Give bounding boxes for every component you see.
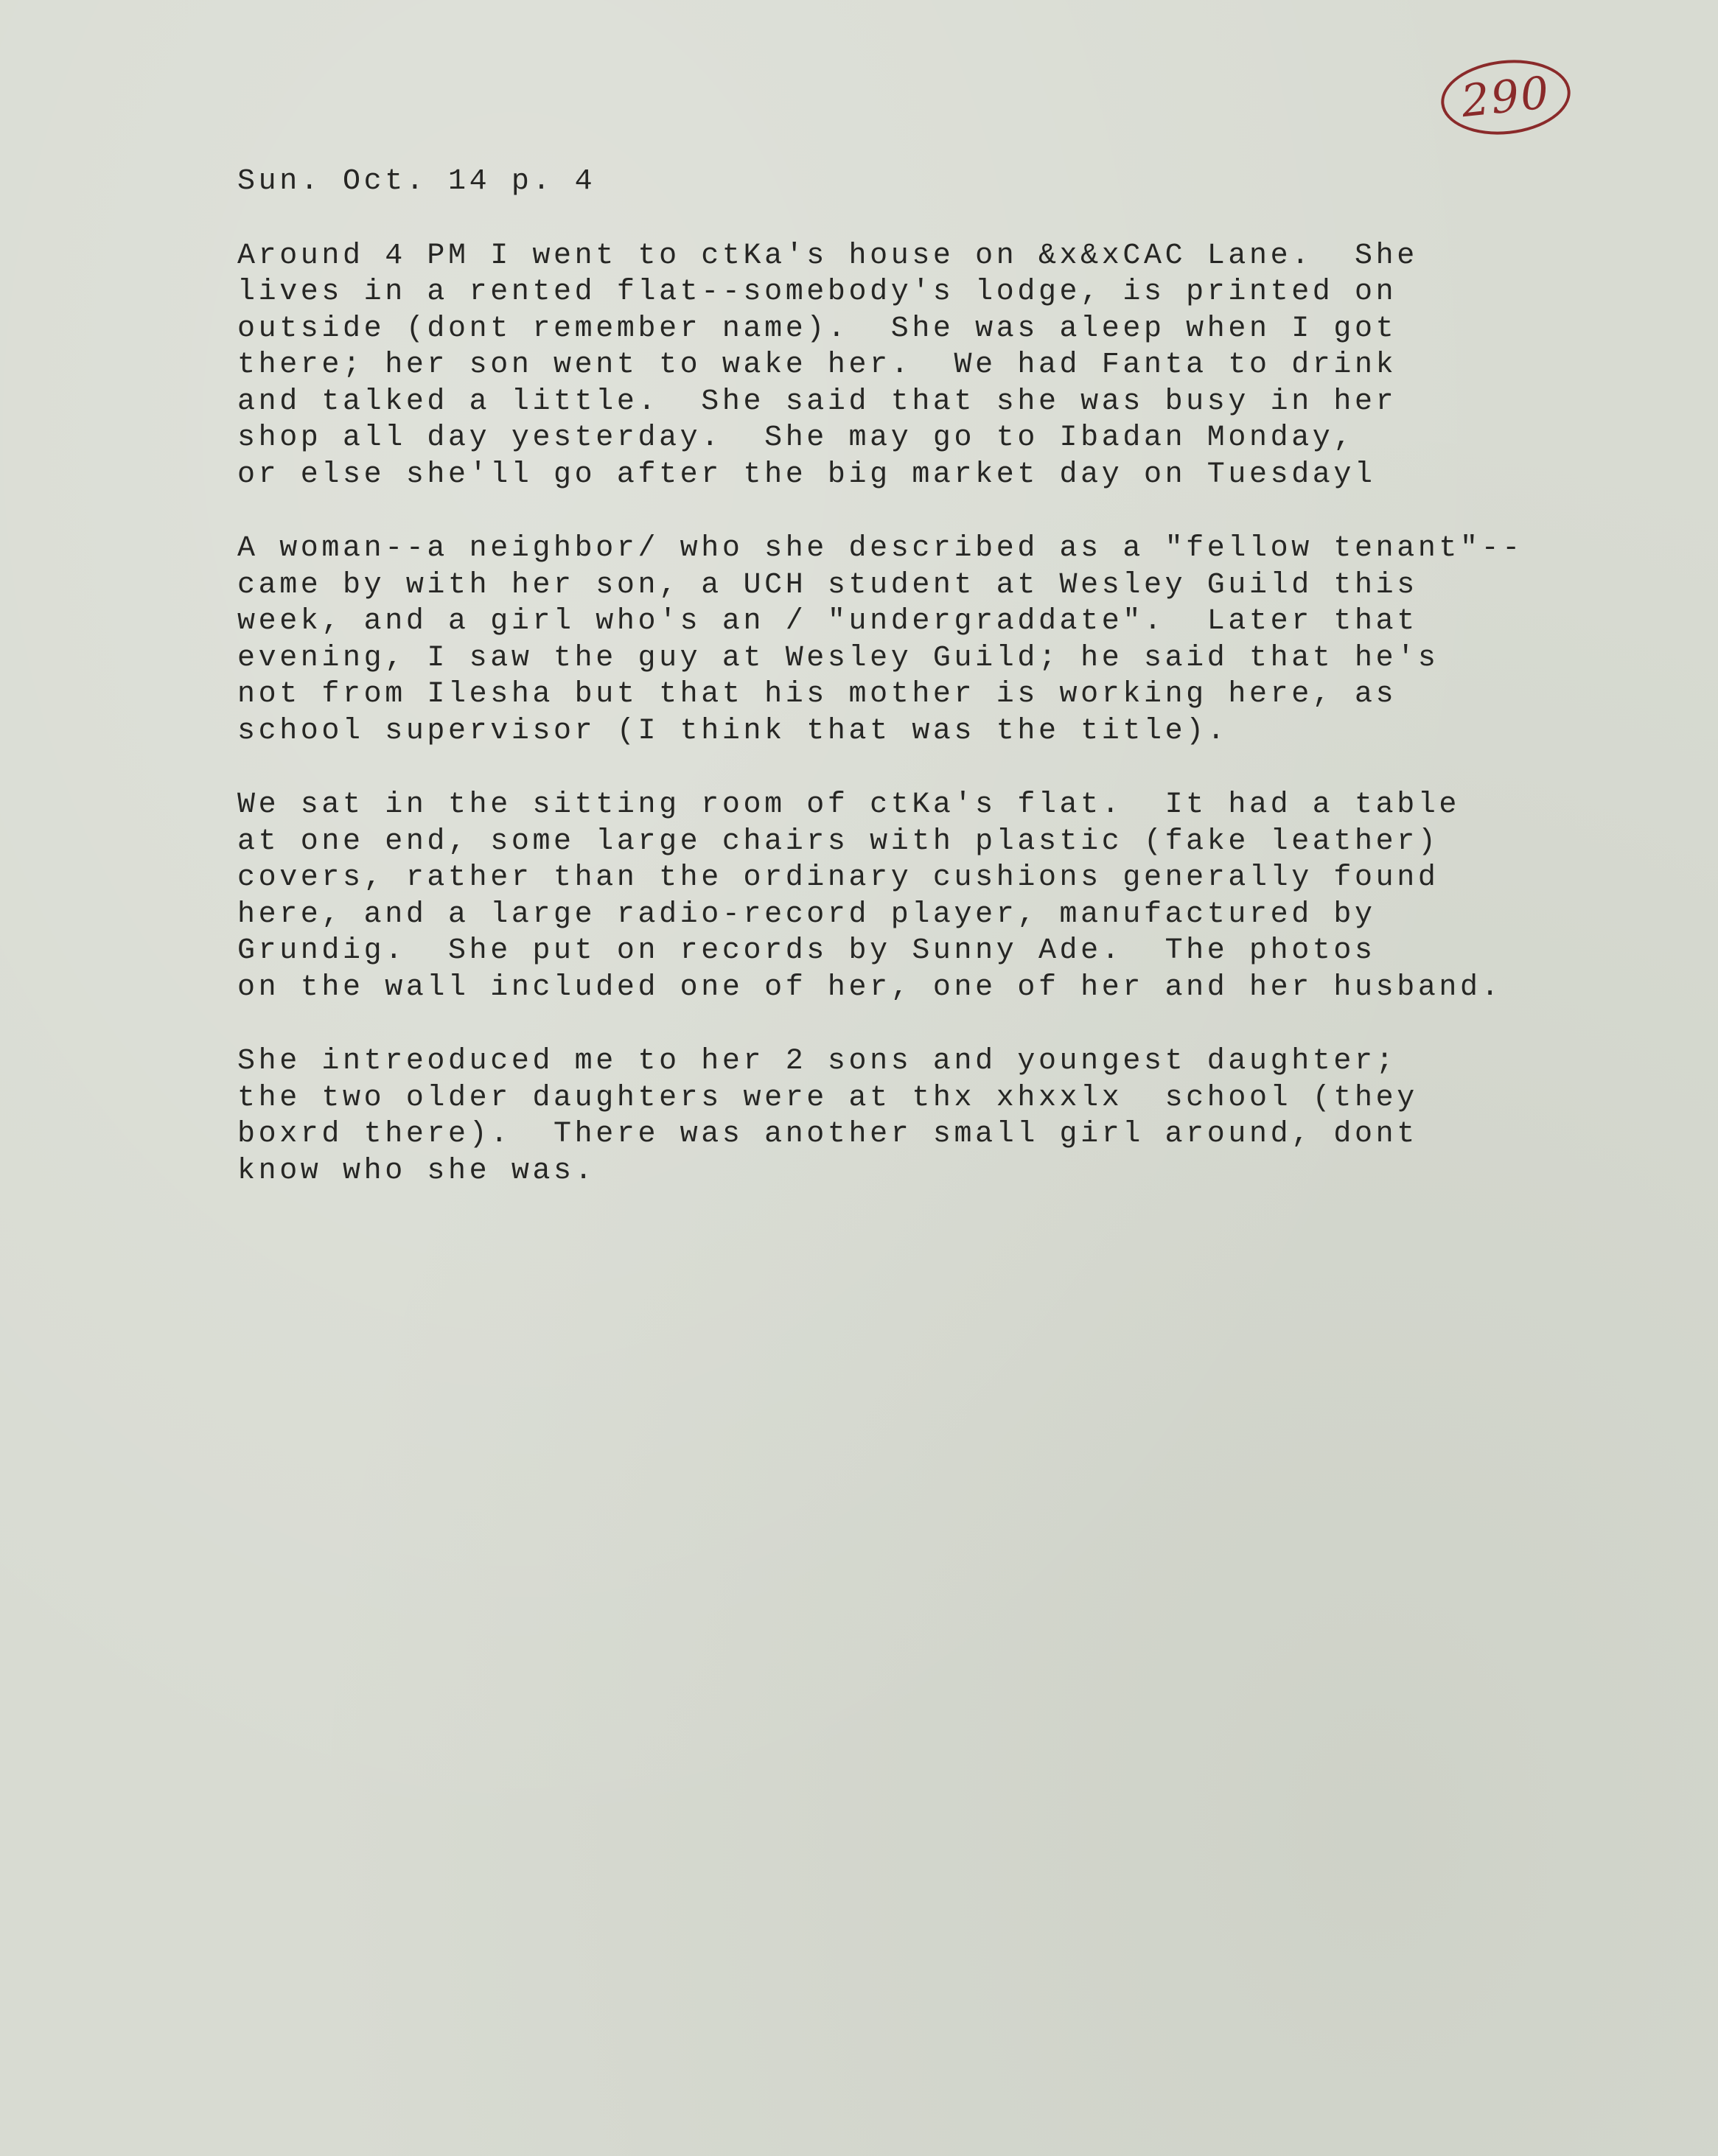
- text-line: evening, I saw the guy at Wesley Guild; he said that he's: [237, 641, 1439, 675]
- text-line: lives in a rented flat--somebody's lodge, is printed on: [237, 276, 1397, 309]
- text-line: covers, rather than the ordinary cushions generally found: [237, 861, 1439, 895]
- typed-text-body: [237, 164, 1638, 1227]
- paragraph-2: [237, 531, 1638, 749]
- text-line: A woman--a neighbor/ who she described as a "fellow tenant"--: [237, 532, 1523, 565]
- text-line: We sat in the sitting room of ctKa's flat. It had a table: [237, 788, 1461, 822]
- paragraph-4: [237, 1043, 1638, 1189]
- text-line: on the wall included one of her, one of her and her husband.: [237, 970, 1503, 1004]
- paragraph-1: [237, 238, 1638, 494]
- text-line: She intreoduced me to her 2 sons and youngest daughter;: [237, 1045, 1397, 1078]
- page-heading: Sun. Oct. 14 p. 4: [237, 165, 596, 198]
- text-line: here, and a large radio-record player, manufactured by: [237, 897, 1376, 931]
- paragraph-3: [237, 787, 1638, 1006]
- text-line: school supervisor (I think that was the title).: [237, 714, 1229, 748]
- text-line: outside (dont remember name). She was aleep when I got: [237, 312, 1397, 346]
- page-number: 290: [1459, 66, 1553, 128]
- text-line: week, and a girl who's an / "undergraddate". Later that: [237, 605, 1418, 638]
- text-line: there; her son went to wake her. We had Fanta to drink: [237, 349, 1397, 382]
- text-line: Grundig. She put on records by Sunny Ade. The photos: [237, 934, 1376, 967]
- text-line: Around 4 PM I went to ctKa's house on &x&xCAC Lane. She: [237, 239, 1418, 273]
- text-line: shop all day yesterday. She may go to Ibadan Monday,: [237, 421, 1355, 455]
- text-line: and talked a little. She said that she was busy in her: [237, 385, 1397, 419]
- text-line: know who she was.: [237, 1154, 596, 1188]
- text-line: came by with her son, a UCH student at Wesley Guild this: [237, 568, 1418, 602]
- text-line: not from Ilesha but that his mother is working here, as: [237, 678, 1397, 711]
- text-line: or else she'll go after the big market day on Tuesdayl: [237, 458, 1376, 491]
- text-line: at one end, some large chairs with plastic (fake leather): [237, 825, 1439, 858]
- text-line: the two older daughters were at thx xhxxlx school (they: [237, 1081, 1418, 1115]
- text-line: boxrd there). There was another small girl around, dont: [237, 1118, 1418, 1151]
- page-number-stamp: [1437, 54, 1574, 141]
